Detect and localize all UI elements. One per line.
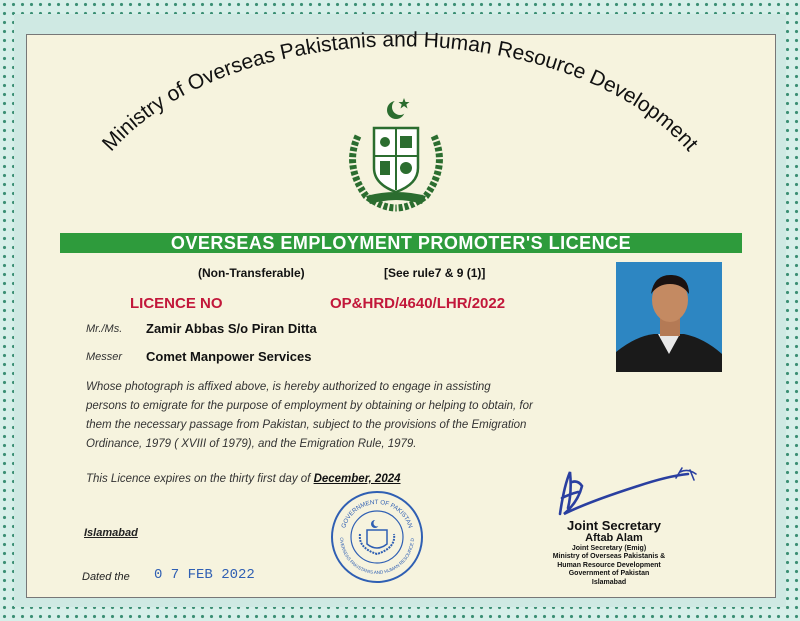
paragraph-line: Ordinance, 1979 ( XVIII of 1979), and the Emigration Rule, 1979. <box>86 438 417 450</box>
place-of-issue: Islamabad <box>84 527 138 539</box>
signature-icon <box>548 462 708 524</box>
dated-label: Dated the <box>82 571 130 583</box>
stamp-line: Government of Pakistan <box>568 570 650 578</box>
paragraph-line: Whose photograph is affixed above, is hereby authorized to engage in assisting <box>86 381 491 393</box>
person-photo-icon <box>616 262 722 372</box>
paragraph-line: them the necessary passage from Pakistan, subject to the provisions of the Emigration <box>86 419 527 431</box>
ministry-seal <box>330 490 424 584</box>
expiry-date: December, 2024 <box>313 473 401 485</box>
date-stamp: 0 7 FEB 2022 <box>154 567 255 583</box>
rule-reference: [See rule7 & 9 (1)] <box>384 266 486 280</box>
ministry-arc-text: Ministry of Overseas Pakistanis and Human Resource Development <box>97 28 703 156</box>
stamp-line: Islamabad <box>591 578 627 586</box>
firm-label: Messer <box>86 351 123 363</box>
signatory-stamp <box>534 545 684 587</box>
seal-emblem-icon <box>360 520 394 555</box>
paragraph-line: persons to emigrate for the purpose of employment by obtaining or helping to obtain, for <box>86 400 533 412</box>
seal-bottom-text: OVERSEAS PAKISTANIS AND HUMAN RESOURCE D <box>338 537 416 576</box>
stamp-line: Human Resource Development <box>557 561 661 569</box>
licence-title: OVERSEAS EMPLOYMENT PROMOTER'S LICENCE <box>170 233 632 253</box>
seal-top-text: GOVERNMENT OF PAKISTAN <box>340 498 414 530</box>
signatory-name: Aftab Alam <box>585 532 643 544</box>
holder-photo <box>616 262 722 372</box>
stamp-line: Joint Secretary (Emig) <box>571 545 647 552</box>
holder-name: Zamir Abbas S/o Piran Ditta <box>146 321 317 336</box>
state-emblem-icon <box>338 96 454 214</box>
authorization-paragraph <box>86 378 606 454</box>
licence-number: OP&HRD/4640/LHR/2022 <box>330 295 506 312</box>
signatory-title: Joint Secretary <box>567 518 661 533</box>
name-label: Mr./Ms. <box>86 323 123 335</box>
non-transferable-label: (Non-Transferable) <box>198 266 305 280</box>
expiry-prefix: This Licence expires on the thirty first day of <box>86 473 311 485</box>
firm-name: Comet Manpower Services <box>146 349 312 364</box>
licence-no-label: LICENCE NO <box>130 295 223 312</box>
stamp-line: Ministry of Overseas Pakistanis & <box>552 553 666 561</box>
licence-title-banner <box>60 233 742 253</box>
expiry-line <box>86 470 401 489</box>
